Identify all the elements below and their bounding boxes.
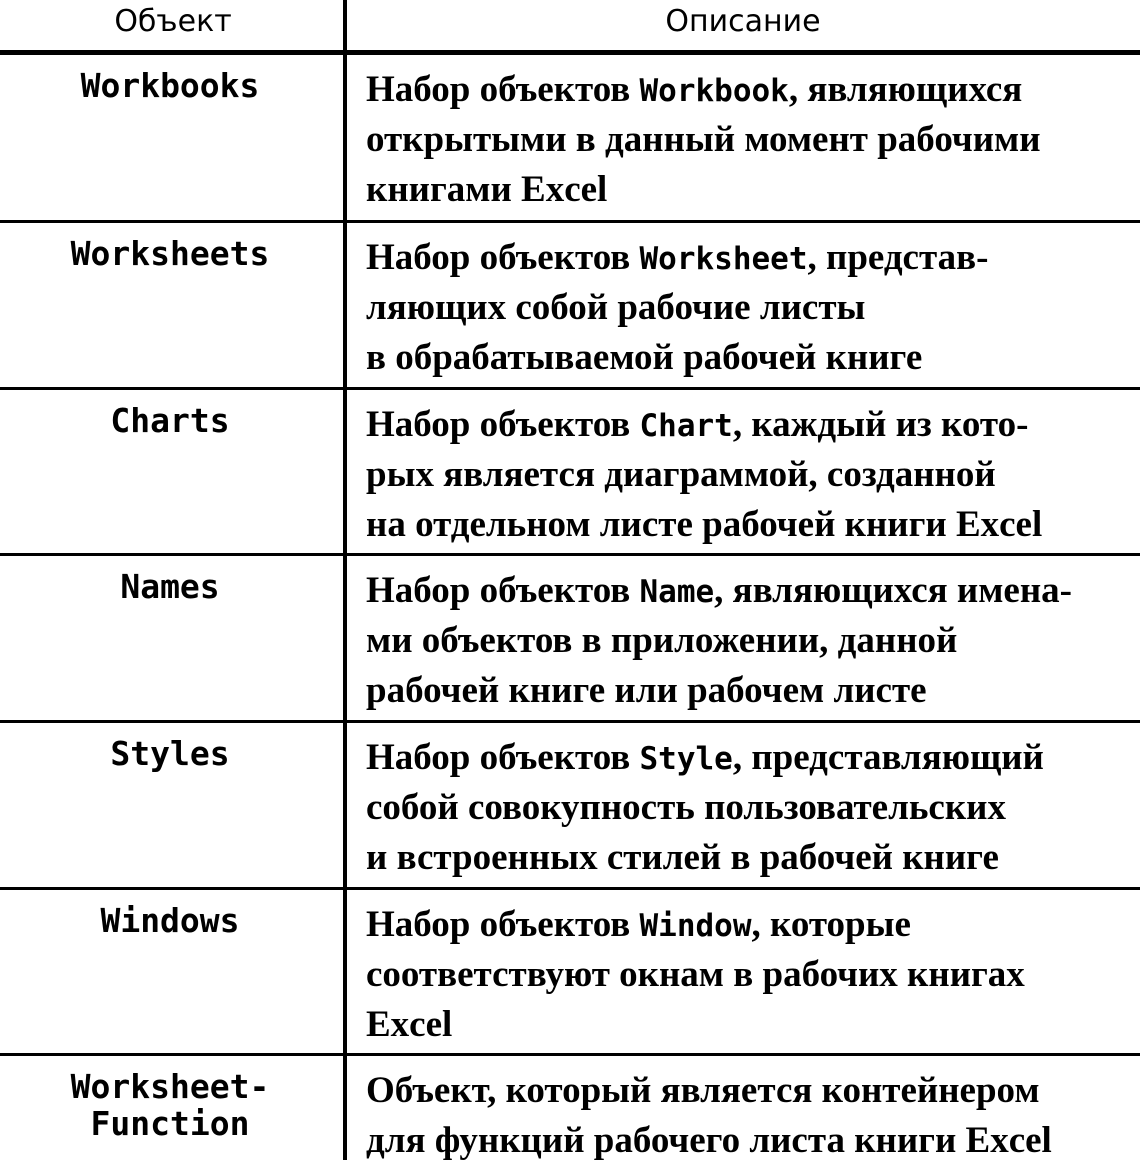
column-divider	[343, 0, 347, 1160]
object-description	[366, 723, 1136, 883]
description-line	[366, 165, 1136, 215]
description-line	[366, 400, 1136, 450]
description-text: Набор объектов	[366, 570, 640, 611]
table-row	[0, 556, 1140, 723]
description-text: книгами Excel	[366, 169, 608, 210]
description-text: Набор объектов	[366, 69, 640, 110]
description-text: открытыми в данный момент рабочими	[366, 119, 1041, 160]
description-line	[366, 1000, 1136, 1050]
description-text: Набор объектов	[366, 237, 640, 278]
object-description	[366, 890, 1136, 1050]
table-row	[0, 55, 1140, 223]
description-line	[366, 233, 1136, 283]
object-name	[0, 223, 340, 272]
table-header	[0, 0, 1140, 55]
object-name-line: Windows	[100, 901, 240, 940]
code-identifier: Style	[639, 741, 733, 777]
description-text: ми объектов в приложении, данной	[366, 620, 958, 661]
description-line	[366, 333, 1136, 383]
description-text: в обрабатываемой рабочей книге	[366, 337, 923, 378]
description-line	[366, 566, 1136, 616]
object-description	[366, 390, 1136, 550]
object-name	[0, 556, 340, 605]
object-name	[0, 1056, 340, 1142]
object-name-line: Styles	[110, 734, 230, 773]
description-text: рых является диаграммой, созданной	[366, 454, 996, 495]
description-line	[366, 115, 1136, 165]
object-name	[0, 723, 340, 772]
code-identifier: Window	[639, 908, 752, 944]
description-line	[366, 283, 1136, 333]
object-name-line: Worksheets	[70, 234, 270, 273]
code-identifier: Chart	[639, 408, 733, 444]
description-line	[366, 900, 1136, 950]
code-identifier: Name	[639, 574, 715, 610]
object-description	[366, 223, 1136, 383]
table-row	[0, 890, 1140, 1056]
description-text: и встроенных стилей в рабочей книге	[366, 837, 999, 878]
description-text: Набор объектов	[366, 904, 640, 945]
description-text: соответствуют окнам в рабочих книгах	[366, 954, 1025, 995]
table-row	[0, 723, 1140, 890]
description-text: , каждый из кото-	[732, 404, 1029, 445]
object-name	[0, 55, 340, 104]
table-row	[0, 390, 1140, 556]
description-text: на отдельном листе рабочей книги Excel	[366, 504, 1043, 545]
header-description: Описание	[665, 4, 821, 39]
description-text: рабочей книге или рабочем листе	[366, 670, 927, 711]
description-line	[366, 65, 1136, 115]
description-text: , являющихся имена-	[714, 570, 1072, 611]
description-text: ляющих собой рабочие листы	[366, 287, 866, 328]
description-line	[366, 616, 1136, 666]
code-identifier: Worksheet	[639, 241, 808, 277]
description-text: Набор объектов	[366, 737, 640, 778]
description-text: для функций рабочего листа книги Excel	[366, 1120, 1052, 1161]
object-description	[366, 1056, 1136, 1166]
object-name-line: Worksheet-	[70, 1067, 270, 1106]
description-text: Объект, который является контейнером	[366, 1070, 1040, 1111]
description-text: , являющихся	[788, 69, 1023, 110]
header-object: Объект	[114, 4, 232, 39]
description-line	[366, 1116, 1136, 1166]
description-line	[366, 500, 1136, 550]
description-line	[366, 1066, 1136, 1116]
table-row	[0, 223, 1140, 390]
table-row	[0, 1056, 1140, 1165]
description-line	[366, 450, 1136, 500]
object-name-line: Function	[90, 1104, 250, 1143]
description-text: , которые	[751, 904, 911, 945]
table-body	[0, 55, 1140, 1165]
object-name	[0, 890, 340, 939]
description-line	[366, 950, 1136, 1000]
description-line	[366, 733, 1136, 783]
code-identifier: Workbook	[639, 73, 789, 109]
object-name-line: Charts	[110, 401, 230, 440]
object-description	[366, 55, 1136, 215]
description-text: собой совокупность пользовательских	[366, 787, 1006, 828]
description-line	[366, 666, 1136, 716]
description-line	[366, 833, 1136, 883]
object-name-line: Workbooks	[80, 66, 260, 105]
description-text: , представ-	[807, 237, 989, 278]
description-text: Excel	[366, 1004, 453, 1045]
object-description	[366, 556, 1136, 716]
object-name-line: Names	[120, 567, 220, 606]
description-text: , представляющий	[732, 737, 1044, 778]
description-line	[366, 783, 1136, 833]
object-name	[0, 390, 340, 439]
description-text: Набор объектов	[366, 404, 640, 445]
